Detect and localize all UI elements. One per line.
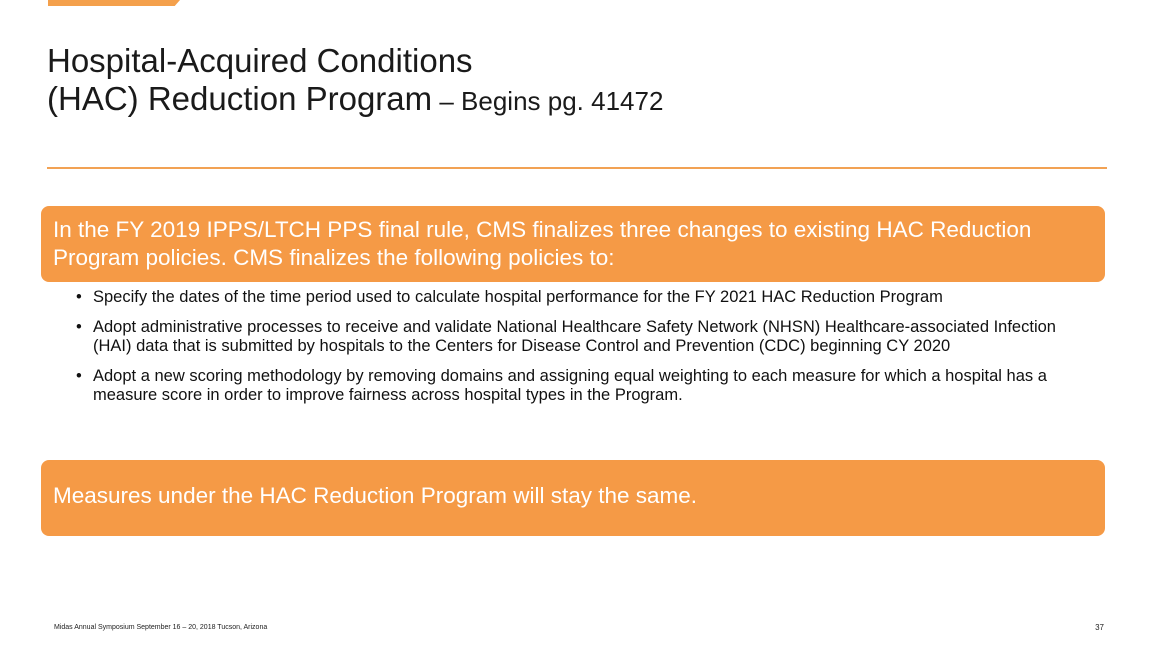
intro-callout <box>41 206 1105 282</box>
footer-event-text: Midas Annual Symposium September 16 – 20, 2018 Tucson, Arizona <box>54 624 268 631</box>
bullet-icon: • <box>76 288 82 306</box>
measures-callout <box>41 460 1105 536</box>
title-divider <box>47 167 1107 169</box>
bullet-icon: • <box>76 367 82 385</box>
list-item <box>76 318 1096 356</box>
bullet-text: Adopt a new scoring methodology by removing domains and assigning equal weighting to each measure for which a hospital has a measure score in order to improve fairness across hospital types in the Program. <box>93 367 1047 404</box>
intro-callout-text: In the FY 2019 IPPS/LTCH PPS final rule, CMS finalizes three changes to existing HAC Reduction Program policies. CMS finalizes the following policies to: <box>53 217 1032 270</box>
title-line-2: (HAC) Reduction Program <box>47 80 433 117</box>
policy-bullet-list <box>76 288 1096 416</box>
page-number: 37 <box>1095 623 1104 632</box>
list-item <box>76 367 1096 405</box>
top-accent-tab <box>48 0 180 6</box>
title-page-reference: – Begins pg. 41472 <box>432 86 664 116</box>
list-item <box>76 288 1096 307</box>
title-line-1: Hospital-Acquired Conditions <box>47 42 473 79</box>
bullet-icon: • <box>76 318 82 336</box>
bullet-text: Specify the dates of the time period used to calculate hospital performance for the FY 2021 HAC Reduction Program <box>93 288 943 306</box>
bullet-text: Adopt administrative processes to receive and validate National Healthcare Safety Network (NHSN) Healthcare-associated Infection (HAI) data that is submitted by hospitals to the Centers for Disease Control and Prevention (CDC) beginning CY 2020 <box>93 318 1056 355</box>
slide-title <box>47 42 663 120</box>
measures-callout-text: Measures under the HAC Reduction Program will stay the same. <box>53 483 698 508</box>
